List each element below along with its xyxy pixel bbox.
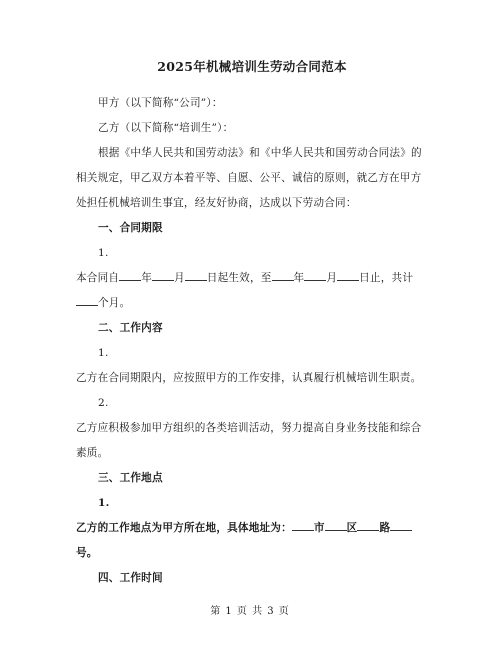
blank-district — [325, 520, 347, 531]
section-heading-work-time: 四、工作时间 — [98, 572, 163, 584]
blank-end-month — [304, 270, 326, 281]
location-text-part: 区 — [346, 522, 358, 534]
section-heading-work-content: 二、工作内容 — [98, 322, 163, 334]
section-work-item-1-text: 乙方在合同期限内，应按照甲方的工作安排，认真履行机械培训生职责。 — [76, 372, 422, 384]
document-content — [76, 58, 428, 591]
term-text-part: 个月。 — [98, 297, 131, 309]
term-text-part: 月 — [326, 272, 338, 284]
blank-road — [357, 520, 379, 531]
blank-start-month — [152, 270, 174, 281]
location-text-part: 号。 — [76, 547, 98, 559]
section-heading-term: 一、合同期限 — [98, 222, 163, 234]
party-b-line: 乙方（以下简称“培训生”）： — [98, 122, 234, 134]
blank-months — [76, 295, 98, 306]
section-location-item-text — [76, 516, 428, 566]
intro-paragraph: 根据《中华人民共和国劳动法》和《中华人民共和国劳动合同法》的相关规定，甲乙双方本着平等、自愿、公平、诚信的原则，就乙方在甲方处担任机械培训生事宜，经友好协商，达成以下劳动合同： — [76, 147, 422, 209]
term-text-part: 日起生效，至 — [206, 272, 272, 284]
page-footer: 第 1 页 共 3 页 — [210, 606, 290, 617]
term-text-part: 年 — [293, 272, 305, 284]
section-work-item-2-text: 乙方应积极参加甲方组织的各类培训活动，努力提高自身业务技能和综合素质。 — [76, 422, 422, 459]
blank-end-year — [272, 270, 294, 281]
blank-start-day — [185, 270, 207, 281]
section-term-item-text — [76, 266, 428, 316]
term-text-part: 日止，共计 — [359, 272, 414, 284]
blank-end-day — [337, 270, 359, 281]
term-text-part: 年 — [141, 272, 152, 284]
blank-number — [390, 520, 412, 531]
location-text-part: 路 — [379, 522, 391, 534]
section-term-item-number: 1. — [98, 247, 109, 259]
party-a-line: 甲方（以下简称“公司”）： — [98, 97, 223, 109]
blank-start-year — [119, 270, 141, 281]
section-work-item-2-number: 2. — [98, 397, 109, 409]
term-text-part: 月 — [173, 272, 185, 284]
section-work-item-1-number: 1. — [98, 347, 109, 359]
document-title: 2025年机械培训生劳动合同范本 — [157, 59, 347, 74]
section-location-item-number: 1. — [98, 497, 110, 509]
blank-city — [292, 520, 314, 531]
section-heading-work-location: 三、工作地点 — [98, 472, 163, 484]
location-text-part: 乙方的工作地点为甲方所在地，具体地址为： — [76, 522, 292, 534]
term-text-part: 本合同自 — [76, 272, 120, 284]
location-text-part: 市 — [313, 522, 325, 534]
